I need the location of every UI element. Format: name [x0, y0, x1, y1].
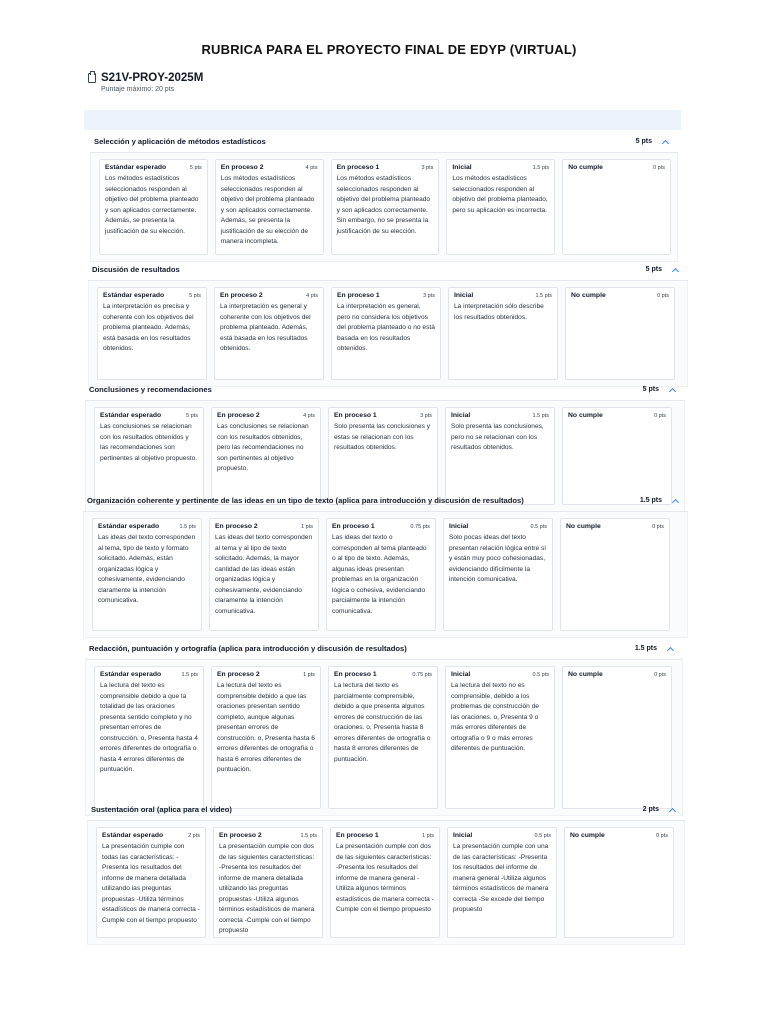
level-card-header	[568, 164, 665, 171]
criterion-title: Selección y aplicación de métodos estadísticos	[94, 137, 266, 146]
rubric-code-row	[88, 72, 203, 84]
criterion-title: Conclusiones y recomendaciones	[89, 385, 212, 394]
level-points: 0.75 pts	[412, 672, 432, 678]
level-name: En proceso 1	[334, 671, 377, 678]
criterion-points: 2 pts	[642, 806, 659, 813]
level-points: 0 pts	[652, 524, 664, 530]
level-card[interactable]	[215, 159, 324, 255]
level-card-header	[449, 523, 547, 530]
chevron-up-icon[interactable]	[672, 499, 679, 506]
level-name: En proceso 2	[217, 671, 260, 678]
criterion-levels	[88, 281, 688, 387]
level-card-header	[336, 832, 434, 839]
criterion-section	[83, 491, 688, 638]
level-card[interactable]	[213, 827, 323, 938]
level-card-header	[215, 523, 313, 530]
level-description: La interpretación sólo describe los resultados obtenidos.	[454, 303, 544, 321]
level-points: 0 pts	[656, 833, 668, 839]
level-card[interactable]	[96, 827, 206, 938]
level-description: Las ideas del texto corresponden al tema, tipo de texto y formato solicitado. Además, están organizadas lógica y cohesivamente, evidenciando claramente la intención comunicativa.	[98, 534, 196, 604]
criterion-levels	[90, 153, 678, 262]
level-name: No cumple	[568, 164, 603, 171]
level-card-header	[221, 164, 318, 171]
level-name: Estándar esperado	[100, 412, 162, 419]
level-points: 4 pts	[303, 413, 315, 419]
level-description: Las conclusiones se relacionan con los resultados obtenidos, pero las recomendaciones no son pertinentes al objetivo propuesto.	[217, 423, 309, 472]
level-name: Inicial	[453, 832, 473, 839]
document-title: RUBRICA PARA EL PROYECTO FINAL DE EDYP (VIRTUAL)	[201, 42, 577, 57]
level-card-header	[337, 292, 435, 299]
level-name: En proceso 2	[220, 164, 264, 171]
level-points: 5 pts	[189, 165, 202, 171]
level-description: Las ideas del texto corresponden al tema y al tipo de texto solicitado. Además, la mayor cantidad de las ideas están organizadas lógica y cohesivamente, evidenciando claramente la intención comunicativa.	[215, 534, 313, 615]
criterion-section	[87, 800, 685, 945]
level-description: La presentación cumple con dos de las siguientes características: -Presenta los resultados del informe de manera general -Utiliza algunos términos estadísticos de manera correcta -Cumple con el tiempo propuesto	[336, 843, 434, 913]
criterion-levels	[85, 660, 683, 816]
level-description: Solo presenta las conclusiones y estas se relacionan con los resultados obtenidos.	[334, 423, 431, 451]
level-cards-row	[89, 281, 687, 386]
level-name: Estándar esperado	[105, 164, 167, 171]
level-description: La lectura del texto es parcialmente comprensible, debido a que presenta algunos errores de construcción de las oraciones. o, Presenta hasta 8 errores diferentes de ortografía o hasta 8 errores diferentes de puntuación.	[334, 682, 431, 763]
level-card[interactable]	[94, 666, 204, 809]
level-points: 1.5 pts	[535, 293, 552, 299]
rubric-code: S21V-PROY-2025M	[101, 72, 204, 84]
criterion-points: 1.5 pts	[634, 645, 657, 652]
level-points: 0.5 pts	[530, 524, 547, 530]
chevron-up-icon[interactable]	[667, 647, 674, 654]
level-card[interactable]	[448, 287, 558, 380]
level-name: Estándar esperado	[103, 292, 165, 299]
level-card[interactable]	[564, 827, 674, 938]
criterion-header[interactable]	[87, 800, 685, 821]
level-card-header	[570, 832, 668, 839]
level-card[interactable]	[99, 159, 208, 255]
level-name: Estándar esperado	[100, 671, 162, 678]
top-band	[84, 110, 681, 130]
level-points: 0 pts	[653, 165, 665, 171]
level-description: La lectura del texto es comprensible debido a que la totalidad de las oraciones presenta sentido completo y no presentan errores de construcción. o, Presenta hasta 4 errores diferentes de ortografía o hasta 4 errores diferentes de puntuación.	[100, 682, 198, 773]
level-points: 1.5 pts	[300, 833, 317, 839]
level-description: Solo presenta las conclusiones, pero no se relacionan con los resultados obtenidos.	[451, 423, 544, 451]
level-description: Los métodos estadísticos seleccionados responden al objetivo del problema planteado, pero su aplicación es incorrecta.	[452, 175, 548, 214]
level-points: 0 pts	[654, 413, 666, 419]
level-card[interactable]	[565, 287, 675, 380]
level-card[interactable]	[447, 827, 557, 938]
rubric-header	[88, 72, 203, 93]
level-points: 3 pts	[420, 413, 432, 419]
level-points: 0.5 pts	[534, 833, 551, 839]
level-name: En proceso 2	[217, 412, 260, 419]
criterion-points: 5 pts	[645, 266, 662, 273]
level-name: Inicial	[451, 412, 471, 419]
level-name: Inicial	[449, 523, 469, 530]
level-card-header	[453, 832, 551, 839]
level-card[interactable]	[97, 287, 207, 380]
level-card[interactable]	[211, 666, 321, 809]
level-cards-row	[86, 660, 682, 815]
level-points: 0.5 pts	[532, 672, 549, 678]
criterion-header[interactable]	[85, 380, 685, 401]
level-card-header	[451, 671, 549, 678]
level-description: La lectura del texto no es comprensible, debido a los problemas de construcción de las oraciones. o, Presenta 9 o más errores diferentes de ortografía o 9 o más errores diferentes de puntuación.	[451, 682, 539, 752]
level-card-header	[98, 523, 196, 530]
criterion-points: 5 pts	[642, 386, 659, 393]
rubric-max-score: Puntaje máximo: 20 pts	[101, 86, 175, 93]
criterion-levels	[83, 512, 688, 638]
level-description: Los métodos estadísticos seleccionados responden al objetivo del problema planteado y son aplicados correctamente. Además, se presenta la justificación de su elección.	[105, 175, 199, 235]
level-card-header	[332, 523, 430, 530]
level-card[interactable]	[326, 518, 436, 631]
level-card-header	[571, 292, 669, 299]
level-card-header	[568, 412, 666, 419]
level-card-header	[334, 671, 432, 678]
level-description: Las ideas del texto o corresponden al tema planteado o al tipo de texto. Además, algunas ideas presentan problemas en la organización lógica o cohesiva, evidenciando parcialmente la intención comunicativa.	[332, 534, 427, 615]
criterion-section	[85, 639, 683, 816]
level-points: 1 pts	[301, 524, 313, 530]
level-description: La interpretación es precisa y coherente con los objetivos del problema planteado. Además, está basada en los resultados obtenidos.	[103, 303, 194, 352]
level-name: En proceso 2	[219, 832, 262, 839]
level-points: 0 pts	[657, 293, 669, 299]
level-card[interactable]	[328, 666, 438, 809]
level-points: 1.5 pts	[181, 672, 198, 678]
level-points: 1.5 pts	[179, 524, 196, 530]
level-cards-row	[91, 153, 677, 261]
level-description: La presentación cumple con dos de las siguientes características: -Presenta los resultados del informe de manera detallada utilizando las preguntas propuestas -Utiliza algunos términos estadísticos de manera correcta -Cumple con el tiempo propuesto	[219, 843, 315, 934]
level-points: 1.5 pts	[532, 413, 549, 419]
level-card[interactable]	[443, 518, 553, 631]
level-name: Inicial	[454, 292, 474, 299]
level-points: 0 pts	[654, 672, 666, 678]
criterion-title: Redacción, puntuación y ortografía (aplica para introducción y discusión de resultados)	[89, 644, 407, 653]
level-name: Inicial	[451, 671, 471, 678]
level-description: La interpretación es general y coherente con los objetivos del problema planteado. Además, está basada en los resultados obtenidos.	[220, 303, 311, 352]
chevron-up-icon[interactable]	[662, 140, 669, 147]
level-card[interactable]	[209, 518, 319, 631]
level-name: En proceso 1	[334, 412, 377, 419]
clipboard-icon	[88, 73, 96, 83]
level-points: 4 pts	[306, 293, 318, 299]
level-name: En proceso 1	[332, 523, 375, 530]
level-name: En proceso 1	[336, 832, 379, 839]
level-card[interactable]	[446, 159, 555, 255]
level-name: No cumple	[570, 832, 605, 839]
level-points: 1.5 pts	[532, 165, 550, 171]
level-points: 0.75 pts	[410, 524, 430, 530]
level-description: La interpretación es general, pero no considera los objetivos del problema planteado o no está basada en los resultados obtenidos.	[337, 303, 435, 352]
level-points: 3 pts	[423, 293, 435, 299]
level-card[interactable]	[445, 666, 555, 809]
criterion-header[interactable]	[83, 491, 688, 512]
level-name: Inicial	[452, 164, 472, 171]
level-card-header	[337, 164, 434, 171]
level-card[interactable]	[331, 287, 441, 380]
level-name: No cumple	[568, 412, 603, 419]
level-card[interactable]	[331, 159, 440, 255]
criterion-title: Sustentación oral (aplica para el video)	[91, 805, 232, 814]
criterion-section	[90, 132, 678, 262]
level-card[interactable]	[330, 827, 440, 938]
criterion-points: 1.5 pts	[639, 497, 662, 504]
level-points: 1 pts	[303, 672, 315, 678]
criterion-title: Discusión de resultados	[92, 265, 180, 274]
level-description: La presentación cumple con todas las características: -Presenta los resultados del informe de manera detallada utilizando las preguntas propuestas -Utiliza términos estadísticos de manera correcta -Cumple con el tiempo propuesto	[102, 843, 200, 924]
level-card-header	[334, 412, 432, 419]
level-card[interactable]	[562, 666, 672, 809]
level-points: 5 pts	[189, 293, 201, 299]
level-description: Solo pocas ideas del texto presentan relación lógica entre sí y están muy poco cohesionadas, evidenciando difícilmente la intención comunicativa.	[449, 534, 547, 583]
level-name: No cumple	[568, 671, 603, 678]
level-name: En proceso 1	[336, 164, 380, 171]
level-card-header	[217, 671, 315, 678]
level-card-header	[102, 832, 200, 839]
criterion-header[interactable]	[88, 260, 688, 281]
level-card-header	[566, 523, 664, 530]
level-name: En proceso 1	[337, 292, 380, 299]
level-card-header	[454, 292, 552, 299]
level-card-header	[451, 412, 549, 419]
level-name: No cumple	[566, 523, 601, 530]
level-card-header	[105, 164, 202, 171]
chevron-up-icon[interactable]	[669, 808, 676, 815]
criterion-section	[88, 260, 688, 387]
level-description: La lectura del texto es comprensible debido a que las oraciones presentan sentido completo, aunque algunas presentan errores de construcción. o, Presenta hasta 6 errores diferentes de ortografía o hasta 6 errores diferentes de puntuación.	[217, 682, 315, 773]
level-description: Los métodos estadísticos seleccionados responden al objetivo del problema planteado y son aplicados correctamente. Sin embargo, no se presenta la justificación de su elección.	[336, 175, 431, 235]
criterion-points: 5 pts	[635, 138, 652, 145]
chevron-up-icon[interactable]	[669, 388, 676, 395]
criterion-title: Organización coherente y pertinente de las ideas en un tipo de texto (aplica para introducción y discusión de resultados)	[87, 496, 524, 505]
level-card[interactable]	[214, 287, 324, 380]
level-points: 3 pts	[421, 165, 434, 171]
level-description: Los métodos estadísticos seleccionados responden al objetivo del problema planteado y son aplicados correctamente. Además, se presenta la justificación de su elección de manera incompleta.	[220, 175, 315, 245]
level-card-header	[568, 671, 666, 678]
criterion-header[interactable]	[85, 639, 683, 660]
level-card-header	[100, 412, 198, 419]
level-points: 1 pts	[422, 833, 434, 839]
level-cards-row	[88, 821, 684, 944]
level-points: 4 pts	[305, 165, 318, 171]
level-name: En proceso 2	[215, 523, 258, 530]
level-points: 2 pts	[188, 833, 200, 839]
level-card[interactable]	[92, 518, 202, 631]
chevron-up-icon[interactable]	[672, 268, 679, 275]
level-name: No cumple	[571, 292, 606, 299]
level-name: En proceso 2	[220, 292, 263, 299]
criterion-levels	[87, 821, 685, 945]
level-card[interactable]	[562, 159, 671, 255]
level-cards-row	[84, 512, 687, 637]
level-card-header	[452, 164, 549, 171]
level-points: 5 pts	[186, 413, 198, 419]
level-name: Estándar esperado	[98, 523, 160, 530]
level-card[interactable]	[560, 518, 670, 631]
level-card-header	[100, 671, 198, 678]
level-card-header	[219, 832, 317, 839]
level-card-header	[220, 292, 318, 299]
level-name: Estándar esperado	[102, 832, 164, 839]
level-description: La presentación cumple con una de las características: -Presenta los resultados del informe de manera general -Utiliza algunos términos estadísticos de manera correcta -Se excede del tiempo propuesto	[453, 843, 549, 913]
level-card-header	[103, 292, 201, 299]
level-description: Las conclusiones se relacionan con los resultados obtenidos y las recomendaciones son pertinentes al objetivo propuesto.	[100, 423, 198, 462]
level-card-header	[217, 412, 315, 419]
criterion-header[interactable]	[90, 132, 678, 153]
